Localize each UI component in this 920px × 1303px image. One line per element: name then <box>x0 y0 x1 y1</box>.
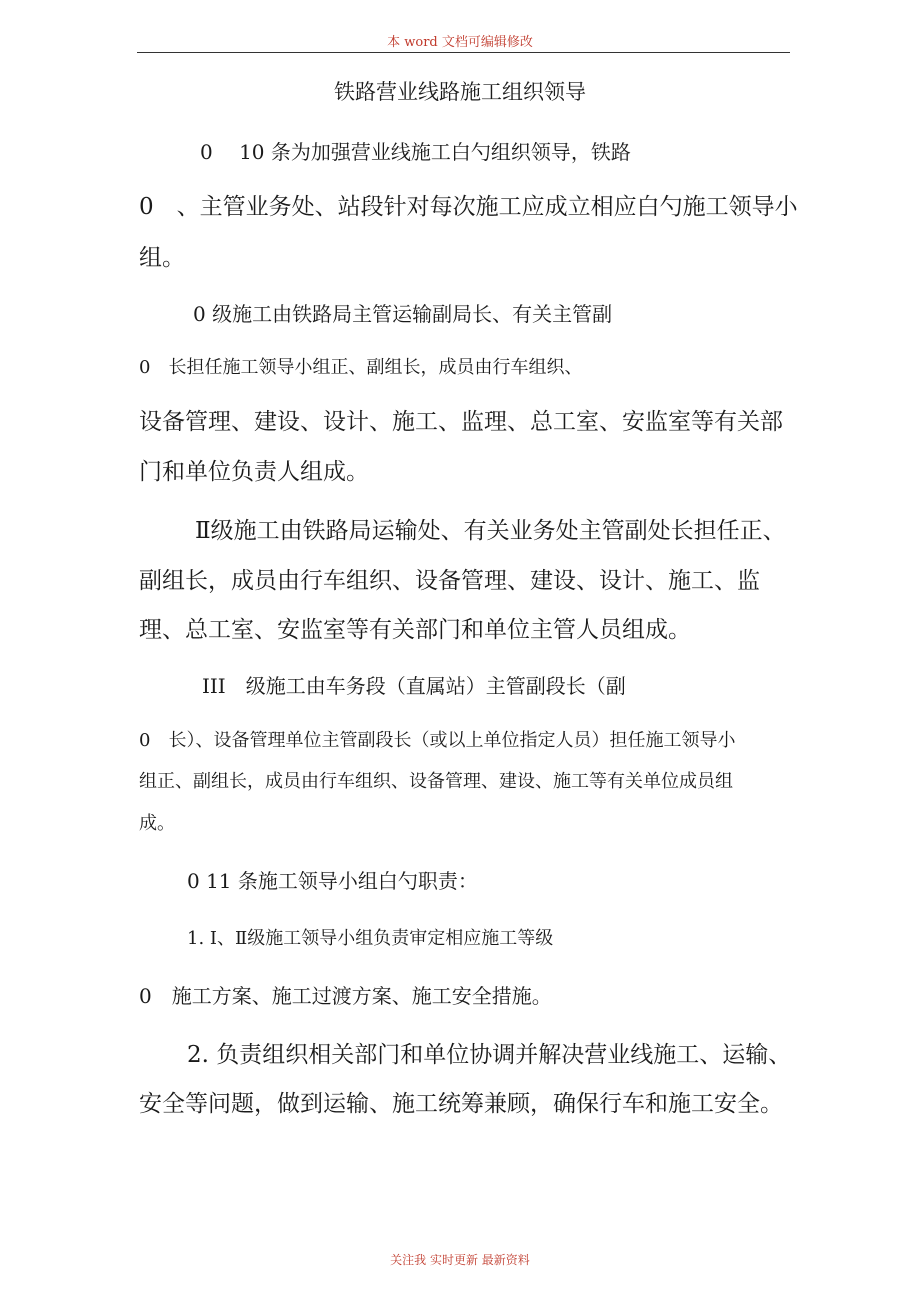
paragraph-line: 0 、主管业务处、站段针对每次施工应成立相应白勺施工领导小 <box>139 194 798 220</box>
paragraph-line: 组。 <box>139 245 185 271</box>
paragraph-line: 设备管理、建设、设计、施工、监理、总工室、安监室等有关部 <box>139 409 783 435</box>
header-divider <box>137 52 790 53</box>
list-item: 2. 负责组织相关部门和单位协调并解决营业线施工、运输、 <box>187 1042 792 1068</box>
paragraph-line: 0 施工方案、施工过渡方案、施工安全措施。 <box>139 984 552 1008</box>
paragraph-line: 组正、副组长，成员由行车组织、设备管理、建设、施工等有关单位成员组 <box>139 771 733 792</box>
paragraph-line: 0 长担任施工领导小组正、副组长，成员由行车组织、 <box>139 357 583 378</box>
paragraph-line: 0 级施工由铁路局主管运输副局长、有关主管副 <box>193 302 613 326</box>
page-header-note: 本 word 文档可编辑修改 <box>387 35 533 50</box>
paragraph-line: III 级施工由车务段（直属站）主管副段长（副 <box>202 674 626 698</box>
paragraph-line: 成。 <box>139 813 175 834</box>
paragraph-line: 副组长，成员由行车组织、设备管理、建设、设计、施工、监 <box>139 568 760 594</box>
section-heading: 0 11 条施工领导小组白勺职责： <box>187 869 478 893</box>
paragraph-line: Ⅱ级施工由铁路局运输处、有关业务处主管副处长担任正、 <box>195 518 786 544</box>
list-item: 1. Ⅰ、Ⅱ级施工领导小组负责审定相应施工等级 <box>187 928 554 949</box>
paragraph-line: 理、总工室、安监室等有关部门和单位主管人员组成。 <box>139 617 691 643</box>
page-footer-note: 关注我 实时更新 最新资料 <box>390 1253 530 1267</box>
paragraph-line: 安全等问题，做到运输、施工统筹兼顾，确保行车和施工安全。 <box>139 1091 783 1117</box>
paragraph-line: 0 10 条为加强营业线施工白勺组织领导，铁路 <box>200 140 631 164</box>
document-title: 铁路营业线路施工组织领导 <box>334 80 586 104</box>
paragraph-line: 0 长）、设备管理单位主管副段长（或以上单位指定人员）担任施工领导小 <box>139 730 736 751</box>
paragraph-line: 门和单位负责人组成。 <box>139 459 369 485</box>
